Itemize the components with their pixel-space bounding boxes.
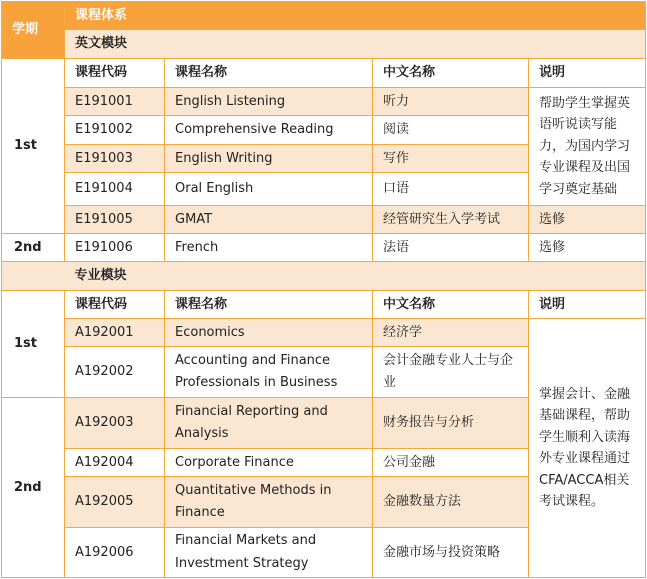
course-code: E191001 bbox=[65, 88, 165, 116]
course-name: Economics bbox=[165, 319, 373, 347]
english-module-title: 英文模块 bbox=[65, 30, 646, 59]
course-note: 帮助学生掌握英语听说读写能力，为国内学习专业课程及出国学习奠定基础 bbox=[529, 88, 646, 206]
english-column-header-row bbox=[2, 59, 646, 88]
course-name: Oral English bbox=[165, 173, 373, 206]
semester-header: 学期 bbox=[2, 2, 65, 59]
course-note: 掌握会计、金融基础课程，帮助学生顺利入读海外专业课程通过CFA/ACCA相关考试课程。 bbox=[529, 319, 646, 578]
table-row bbox=[2, 206, 646, 234]
course-code: A192005 bbox=[65, 477, 165, 528]
course-cn-name: 会计金融专业人士与企业 bbox=[373, 347, 529, 398]
table-row bbox=[2, 234, 646, 262]
column-header-cn: 中文名称 bbox=[373, 291, 529, 319]
course-code: A192003 bbox=[65, 398, 165, 449]
course-cn-name: 金融市场与投资策略 bbox=[373, 528, 529, 578]
course-code: A192006 bbox=[65, 528, 165, 578]
course-note: 选修 bbox=[529, 206, 646, 234]
course-name: Comprehensive Reading bbox=[165, 116, 373, 145]
course-name: Quantitative Methods in Finance bbox=[165, 477, 373, 528]
column-header-name: 课程名称 bbox=[165, 59, 373, 88]
column-header-code: 课程代码 bbox=[65, 291, 165, 319]
table-header-row bbox=[2, 2, 646, 30]
professional-sem1-label: 1st bbox=[2, 291, 65, 398]
course-code: A192002 bbox=[65, 347, 165, 398]
course-note: 选修 bbox=[529, 234, 646, 262]
column-header-code: 课程代码 bbox=[65, 59, 165, 88]
course-cn-name: 法语 bbox=[373, 234, 529, 262]
course-system-header: 课程体系 bbox=[65, 2, 646, 30]
course-name: GMAT bbox=[165, 206, 373, 234]
course-name: Accounting and Finance Professionals in Business bbox=[165, 347, 373, 398]
course-cn-name: 公司金融 bbox=[373, 449, 529, 477]
course-name: English Listening bbox=[165, 88, 373, 116]
course-code: E191004 bbox=[65, 173, 165, 206]
course-name: French bbox=[165, 234, 373, 262]
column-header-name: 课程名称 bbox=[165, 291, 373, 319]
course-cn-name: 金融数量方法 bbox=[373, 477, 529, 528]
course-code: E191002 bbox=[65, 116, 165, 145]
english-sem1-label: 1st bbox=[2, 59, 65, 234]
professional-module-title: 专业模块 bbox=[65, 262, 646, 291]
course-name: Financial Markets and Investment Strategy bbox=[165, 528, 373, 578]
course-code: E191005 bbox=[65, 206, 165, 234]
english-module-row bbox=[2, 30, 646, 59]
table-row bbox=[2, 319, 646, 347]
course-code: A192004 bbox=[65, 449, 165, 477]
column-header-cn: 中文名称 bbox=[373, 59, 529, 88]
professional-column-header-row bbox=[2, 291, 646, 319]
table-row bbox=[2, 88, 646, 116]
course-name: Financial Reporting and Analysis bbox=[165, 398, 373, 449]
professional-module-row bbox=[2, 262, 646, 291]
curriculum-table bbox=[1, 1, 646, 578]
course-name: English Writing bbox=[165, 145, 373, 173]
course-code: E191006 bbox=[65, 234, 165, 262]
course-cn-name: 经管研究生入学考试 bbox=[373, 206, 529, 234]
course-code: E191003 bbox=[65, 145, 165, 173]
course-code: A192001 bbox=[65, 319, 165, 347]
course-name: Corporate Finance bbox=[165, 449, 373, 477]
course-cn-name: 口语 bbox=[373, 173, 529, 206]
course-cn-name: 阅读 bbox=[373, 116, 529, 145]
course-cn-name: 听力 bbox=[373, 88, 529, 116]
course-cn-name: 经济学 bbox=[373, 319, 529, 347]
course-cn-name: 财务报告与分析 bbox=[373, 398, 529, 449]
english-sem2-label: 2nd bbox=[2, 234, 65, 262]
column-header-note: 说明 bbox=[529, 59, 646, 88]
course-cn-name: 写作 bbox=[373, 145, 529, 173]
professional-sem2-label: 2nd bbox=[2, 398, 65, 578]
column-header-note: 说明 bbox=[529, 291, 646, 319]
